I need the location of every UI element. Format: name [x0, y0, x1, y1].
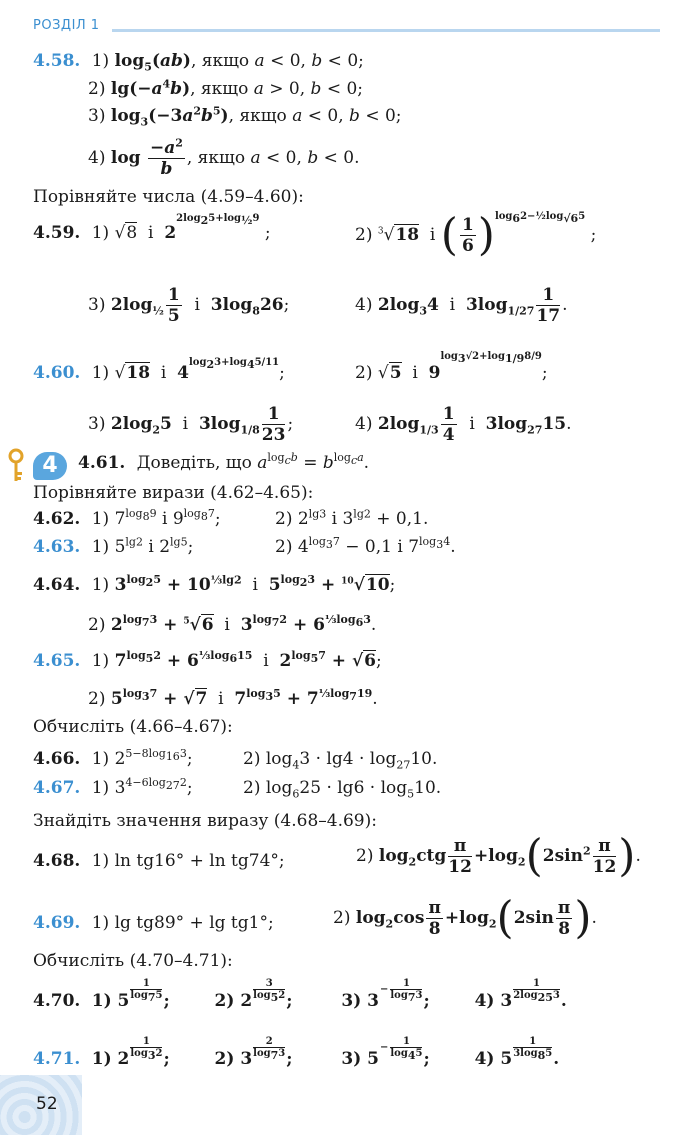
problem-4-66-1: 4.66. 1) $2^{5-8log_{16}3}$;: [33, 747, 193, 769]
problem-4-58-2: 2) $\lg(-a^4b)$, якщо a > 0, b < 0;: [88, 77, 364, 99]
problem-4-59-1: 4.59. 1) √8 і $2^{2log_25+log_{\frac{1}{2}}9}$ ;: [33, 213, 271, 243]
problem-4-64-2: 2) $2^{log_73} + ^5√6$ і $3^{log_72} + 6^{\frac{1}{3}log_63}$.: [88, 613, 377, 635]
problem-4-62-2: 2) $2^{lg3}$ і $3^{lg2} + 0,1$.: [275, 507, 429, 529]
problem-number: 4.67.: [33, 778, 81, 798]
instruction-compare-expressions: Порівняйте вирази (4.62–4.65):: [33, 483, 314, 503]
problem-number: 4.68.: [33, 851, 81, 871]
problem-4-58-4: 4) log $\frac{-a^2}{b}$ , якщо a < 0, b < 0.: [88, 136, 360, 179]
problem-number: 4.70.: [33, 991, 81, 1011]
problem-4-64-1: 4.64. 1) $3^{log_25} + 10^{\frac{1}{3}lg2}$ і $5^{log_23} + ^{10}√10$;: [33, 573, 396, 595]
problem-number: 4.63.: [33, 537, 81, 557]
problem-4-70: 4.70. 1) 5 $\frac{1}{\log_75}$ ; 2) 2 $\frac{3}{\log_52}$ ; 3) 3 − $\frac{1}{\log_73}$ ; 4) 3 $\frac{1}{2\log_{25}3}$ .: [33, 978, 567, 1011]
problem-4-61: 4.61. Доведіть, що $a^{log_cb} = b^{log_ca}$.: [78, 451, 370, 473]
problem-number: 4.65.: [33, 651, 81, 671]
problem-4-63-1: 4.63. 1) $5^{lg2}$ і $2^{lg5}$;: [33, 535, 194, 557]
problem-4-71: 4.71. 1) 2 $\frac{1}{\log_32}$ ; 2) 3 $\frac{2}{\log_73}$ ; 3) 5 − $\frac{1}{\log_45}$ ; 4) 5 $\frac{1}{3\log_85}$ .: [33, 1036, 560, 1069]
problem-4-67-1: 4.67. 1) $3^{4-6log_{27}2}$;: [33, 776, 193, 798]
page-number: 52: [36, 1094, 58, 1114]
key-icon: [6, 448, 26, 484]
section-header: РОЗДІЛ 1: [33, 18, 100, 33]
problem-4-58-1: 4.58. 1) $\log_5(ab)$, якщо a < 0, b < 0;: [33, 51, 364, 74]
problem-4-69-2: 2) $\log_2\cos$ $\frac{\pi}{8}$ $+\log_2(2\sin$ $\frac{\pi}{8}$ ).: [333, 892, 597, 944]
instruction-find-value: Знайдіть значення виразу (4.68–4.69):: [33, 811, 377, 831]
problem-4-60-3: 3) $2\log_25$ і $3\log_{1/8}$ $\frac{1}{23}$ ;: [88, 404, 294, 445]
instruction-compute-1: Обчисліть (4.66–4.67):: [33, 717, 233, 737]
problem-4-59-3: 3) $2\log_{\frac{1}{2}}$ $\frac{1}{5}$ і $3\log_826$;: [88, 285, 290, 326]
problem-4-59-2: 2) $^3$√18 і ( $\frac{1}{6}$ )$^{log_62-\frac{1}{2}log_{√6}5}$ ;: [355, 209, 597, 261]
problem-4-68-2: 2) $\log_2ctg$ $\frac{\pi}{12}$ $+\log_2(2\sin^2$ $\frac{\pi}{12}$ ).: [356, 830, 641, 882]
header-rule: [112, 29, 660, 32]
instruction-compute-2: Обчисліть (4.70–4.71):: [33, 951, 233, 971]
problem-number: 4.64.: [33, 575, 81, 595]
problem-number: 4.71.: [33, 1049, 81, 1069]
problem-4-60-4: 4) $2\log_{1/3}$ $\frac{1}{4}$ і $3\log_{27}15$.: [355, 404, 572, 445]
problem-4-65-2: 2) $5^{log_37} + √7$ і $7^{log_35} + 7^{\frac{1}{3}log_719}$.: [88, 687, 378, 709]
problem-4-59-4: 4) $2\log_34$ і $3\log_{1/27}$ $\frac{1}{17}$ .: [355, 285, 568, 326]
problem-number: 4.66.: [33, 749, 81, 769]
problem-number: 4.62.: [33, 509, 81, 529]
problem-4-65-1: 4.65. 1) $7^{log_52} + 6^{\frac{1}{3}log_615}$ і $2^{log_57} + √6$;: [33, 649, 382, 671]
problem-4-60-1: 4.60. 1) √18 і $4^{log_23+log_45/11}$;: [33, 357, 285, 383]
problem-4-69-1: 4.69. 1) lg tg89° + lg tg1°;: [33, 913, 274, 933]
problem-4-63-2: 2) $4^{log_37} - 0,1$ і $7^{log_34}$.: [275, 535, 456, 557]
problem-4-68-1: 4.68. 1) ln tg16° + ln tg74°;: [33, 851, 285, 871]
instruction-compare-numbers: Порівняйте числа (4.59–4.60):: [33, 187, 304, 207]
problem-number: 4.58.: [33, 51, 81, 71]
problem-number: 4.61.: [78, 453, 126, 473]
problem-4-58-3: 3) $\log_3(-3a^2b^5)$, якщо a < 0, b < 0;: [88, 104, 402, 129]
problem-4-61-text: Доведіть, що: [136, 453, 252, 473]
problem-number: 4.59.: [33, 223, 81, 243]
problem-4-60-2: 2) √5 і $9^{log_3√2+log_{1/9}8/9}$;: [355, 351, 548, 383]
problem-number: 4.69.: [33, 913, 81, 933]
problem-4-62-1: 4.62. 1) $7^{log_89}$ і $9^{log_87}$;: [33, 507, 221, 529]
problem-4-66-2: 2) $\log_43 \cdot \lg 4 \cdot \log_{27}10$.: [243, 749, 438, 772]
level-badge: 4: [33, 452, 67, 480]
problem-4-67-2: 2) $\log_625 \cdot \lg 6 \cdot \log_510$.: [243, 778, 442, 801]
problem-number: 4.60.: [33, 363, 81, 383]
